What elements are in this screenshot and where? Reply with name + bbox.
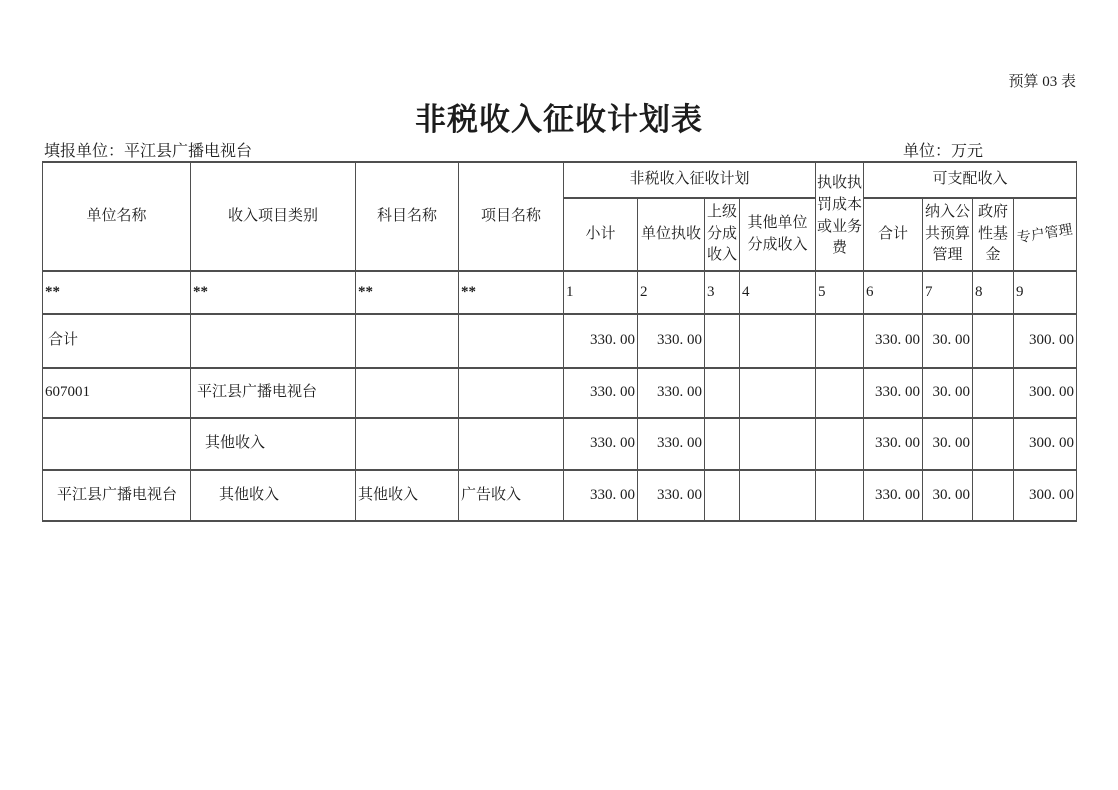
col-header-superior-share: 上级分成收入 — [705, 198, 740, 271]
table-cell: 9 — [1014, 271, 1077, 314]
table-cell: 广告收入 — [459, 470, 564, 521]
table-cell — [459, 368, 564, 418]
col-header-special-account — [1014, 198, 1077, 271]
table-row — [43, 368, 1077, 418]
table-cell: 330. 00 — [638, 470, 705, 521]
col-header-other-unit-share: 其他单位分成收入 — [740, 198, 816, 271]
col-header-cost-fee: 执收执罚成本或业务费 — [816, 162, 864, 271]
table-cell — [705, 314, 740, 368]
col-group-nontax-plan: 非税收入征收计划 — [564, 162, 816, 198]
table-cell: 平江县广播电视台 — [191, 368, 356, 418]
table-cell: 330. 00 — [564, 368, 638, 418]
table-cell — [740, 314, 816, 368]
table-row — [43, 418, 1077, 470]
table-cell: 其他收入 — [191, 418, 356, 470]
col-header-subtotal: 小计 — [564, 198, 638, 271]
currency-unit-label: 单位：万元 — [903, 143, 984, 160]
table-row — [43, 470, 1077, 521]
table-cell: 其他收入 — [191, 470, 356, 521]
col-header-total: 合计 — [864, 198, 923, 271]
table-cell: 5 — [816, 271, 864, 314]
table-cell — [705, 368, 740, 418]
table-cell: 330. 00 — [864, 368, 923, 418]
report-unit-label: 填报单位：平江县广播电视台 — [44, 143, 253, 160]
col-header-unit-collect: 单位执收 — [638, 198, 705, 271]
special-account-rotated-label: 专户管理 — [1016, 222, 1074, 246]
table-cell — [356, 368, 459, 418]
col-header-project-name: 项目名称 — [459, 162, 564, 271]
table-cell: 330. 00 — [564, 314, 638, 368]
table-cell — [816, 418, 864, 470]
col-header-gov-fund: 政府性基金 — [973, 198, 1014, 271]
table-cell: 300. 00 — [1014, 368, 1077, 418]
table-cell: 6 — [864, 271, 923, 314]
table-cell — [973, 470, 1014, 521]
table-cell — [43, 418, 191, 470]
table-cell: ** — [459, 271, 564, 314]
header-row-group — [43, 162, 1077, 198]
table-cell: 300. 00 — [1014, 470, 1077, 521]
col-group-disposable-income: 可支配收入 — [864, 162, 1077, 198]
table-cell: 330. 00 — [638, 418, 705, 470]
table-cell: 330. 00 — [864, 314, 923, 368]
table-cell: 1 — [564, 271, 638, 314]
table-cell — [973, 418, 1014, 470]
table-cell: 平江县广播电视台 — [43, 470, 191, 521]
table-cell: 其他收入 — [356, 470, 459, 521]
table-cell — [740, 470, 816, 521]
table-cell — [705, 418, 740, 470]
table-cell — [816, 470, 864, 521]
table-cell — [973, 314, 1014, 368]
table-cell: 330. 00 — [564, 418, 638, 470]
table-row — [43, 314, 1077, 368]
table-cell: 300. 00 — [1014, 418, 1077, 470]
table-body — [43, 271, 1077, 521]
table-cell: 330. 00 — [864, 470, 923, 521]
table-cell — [356, 418, 459, 470]
table-cell: 4 — [740, 271, 816, 314]
form-number-label: 预算 03 表 — [1008, 74, 1076, 90]
table-cell: 300. 00 — [1014, 314, 1077, 368]
table-cell: 30. 00 — [923, 470, 973, 521]
col-header-subject-name: 科目名称 — [356, 162, 459, 271]
table-cell: ** — [43, 271, 191, 314]
table-cell — [816, 314, 864, 368]
table-cell: 330. 00 — [638, 368, 705, 418]
table-cell — [356, 314, 459, 368]
col-header-unit-name: 单位名称 — [43, 162, 191, 271]
table-cell: 7 — [923, 271, 973, 314]
table-cell: ** — [356, 271, 459, 314]
table-cell — [816, 368, 864, 418]
table-cell: 8 — [973, 271, 1014, 314]
table-cell: 30. 00 — [923, 368, 973, 418]
table-cell — [191, 314, 356, 368]
table-cell: 330. 00 — [638, 314, 705, 368]
table-cell: 330. 00 — [564, 470, 638, 521]
table-cell — [740, 368, 816, 418]
table-row — [43, 271, 1077, 314]
table-cell: ** — [191, 271, 356, 314]
table-cell: 2 — [638, 271, 705, 314]
table-cell — [973, 368, 1014, 418]
col-header-public-budget: 纳入公共预算管理 — [923, 198, 973, 271]
table-cell — [459, 418, 564, 470]
table-cell — [705, 470, 740, 521]
table-cell: 合计 — [43, 314, 191, 368]
table-cell — [740, 418, 816, 470]
table-cell: 607001 — [43, 368, 191, 418]
table-cell: 330. 00 — [864, 418, 923, 470]
budget-table — [42, 161, 1077, 522]
page-title: 非税收入征收计划表 — [415, 102, 703, 137]
table-header — [43, 162, 1077, 271]
table-cell: 3 — [705, 271, 740, 314]
table-cell — [459, 314, 564, 368]
col-header-income-category: 收入项目类别 — [191, 162, 356, 271]
table-cell: 30. 00 — [923, 418, 973, 470]
table-cell: 30. 00 — [923, 314, 973, 368]
